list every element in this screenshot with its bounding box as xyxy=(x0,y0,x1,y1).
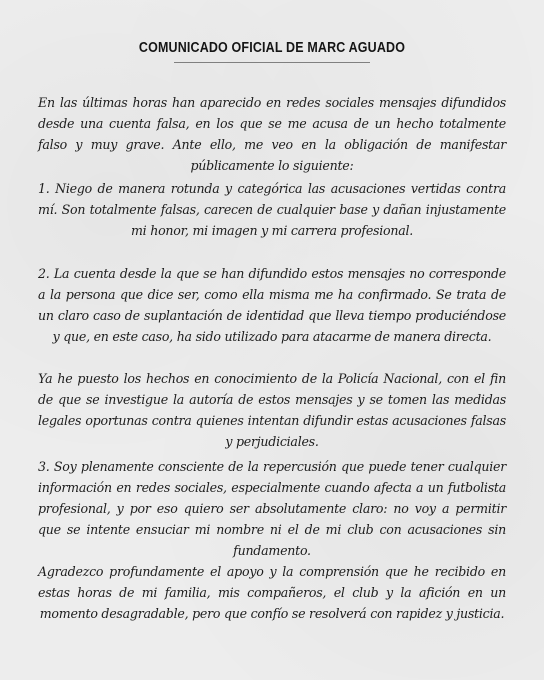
paragraph-police: Ya he puesto los hechos en conocimiento de la Policía Nacional, con el fin de que se investigue la autoría de estos mensajes y se tomen las medidas legales oportunas contra quienes intentan difundir estas acusaciones falsas y perjudiciales. xyxy=(38,371,506,449)
paragraph-point-2: 2. La cuenta desde la que se han difundido estos mensajes no corresponde a la persona que dice ser, como ella misma me ha confirmado. Se trata de un claro caso de suplantación de identidad que lleva tiempo produciéndose y que, en este caso, ha sido utilizado para atacarme de manera directa. xyxy=(38,266,506,344)
document-title: COMUNICADO OFICIAL DE MARC AGUADO xyxy=(138,40,406,56)
paragraph-point-1: 1. Niego de manera rotunda y categórica las acusaciones vertidas contra mí. Son totalmente falsas, carecen de cualquier base y dañan injustamente mi honor, mi imagen y mi carrera profesional. xyxy=(38,181,506,238)
paragraph-intro: En las últimas horas han aparecido en redes sociales mensajes difundidos desde una cuenta falsa, en los que se me acusa de un hecho totalmente falso y muy grave. Ante ello, me veo en la obligación de manifestar públicamente lo siguiente: xyxy=(38,95,506,173)
title-underline xyxy=(174,62,370,63)
paragraph-thanks: Agradezco profundamente el apoyo y la comprensión que he recibido en estas horas de mi familia, mis compañeros, el club y la afición en un momento desagradable, pero que confío se resolverá con rapidez y justicia. xyxy=(38,564,506,621)
paragraph-point-3: 3. Soy plenamente consciente de la repercusión que puede tener cualquier información en redes sociales, especialmente cuando afecta a un futbolista profesional, y por eso quiero ser absolutamente claro: no voy a permitir que se intente ensuciar mi nombre ni el de mi club con acusaciones sin fundamento. xyxy=(38,459,506,558)
